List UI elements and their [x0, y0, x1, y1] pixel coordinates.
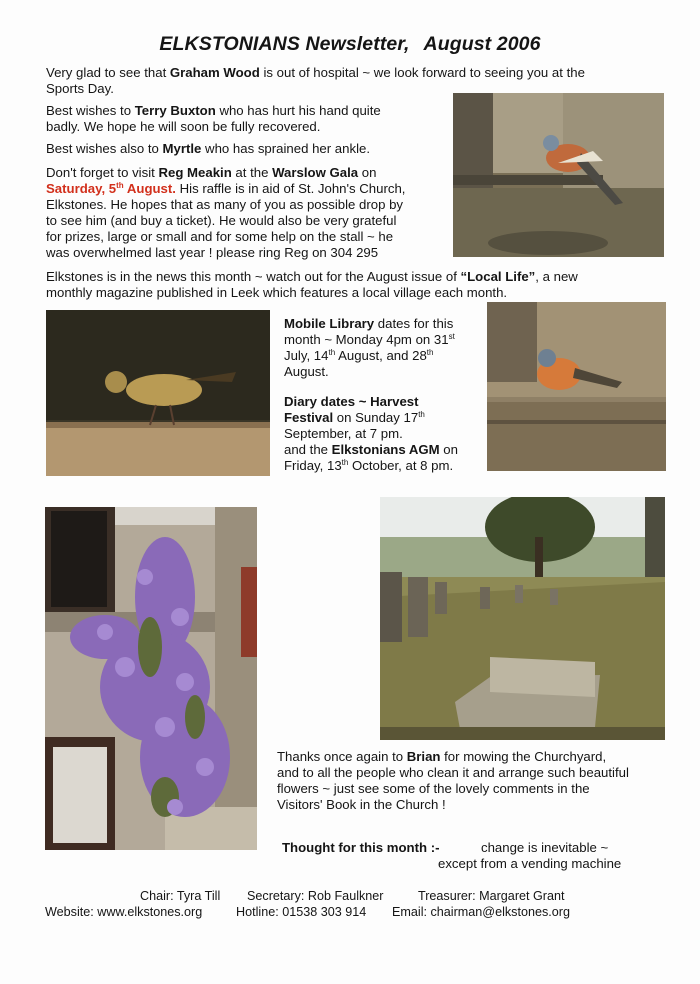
clematis-cottage-photo — [45, 507, 257, 850]
footer-email[interactable]: Email: chairman@elkstones.org — [392, 905, 570, 919]
name-brian: Brian — [406, 749, 441, 764]
churchyard-photo — [380, 497, 665, 740]
thought-line2: except from a vending machine — [438, 856, 622, 871]
thought-line1: change is inevitable ~ — [481, 840, 609, 855]
newsletter-title — [0, 33, 700, 56]
footer-chair: Chair: Tyra Till — [140, 889, 221, 903]
name-terry-buxton: Terry Buxton — [134, 103, 216, 118]
title-text: ELKSTONIANS Newsletter, — [159, 33, 410, 55]
para-thanks-brian: Thanks once again to Brian for mowing the Churchyard, and to all the people who clean it and arrange such beautiful flowers ~ just see some of the lovely comments in the Visitors' Book in the Church ! — [277, 749, 629, 812]
footer-treasurer: Treasurer: Margaret Grant — [418, 889, 565, 903]
greenfinch-photo — [46, 310, 270, 476]
mobile-library: Mobile Library dates for this month ~ Monday 4pm on 31st July, 14th August, and 28th August. — [284, 316, 455, 379]
name-myrtle: Myrtle — [162, 141, 202, 156]
para-terry-buxton: Best wishes to Terry Buxton who has hurt his hand quite badly. We hope he will soon be fully recovered. — [46, 103, 381, 134]
para-graham-wood: Very glad to see that Graham Wood is out of hospital ~ we look forward to seeing you at the Sports Day. — [46, 65, 585, 96]
title-date: August 2006 — [423, 33, 541, 55]
name-graham-wood: Graham Wood — [169, 65, 260, 80]
footer-website[interactable]: Website: www.elkstones.org — [45, 905, 203, 919]
footer-hotline: Hotline: 01538 303 914 — [236, 905, 367, 919]
footer-secretary: Secretary: Rob Faulkner — [247, 889, 384, 903]
library-heading: Mobile Library — [284, 316, 375, 331]
para-reg-meakin: Don't forget to visit Reg Meakin at the Warslow Gala on Saturday, 5th August. His raffle is in aid of St. John's Church, Elkstones. He hopes that as many of you as possible drop by to see him (and buy a ticket). He would also be very grateful for prizes, large or small and for some help on the stall ~ he was overwhelmed last year ! please ring Reg on 304 295 — [46, 165, 406, 260]
para-myrtle: Best wishes also to Myrtle who has sprained her ankle. — [46, 141, 371, 156]
chaffinch-on-wall-photo — [487, 302, 666, 471]
chaffinch-photo — [453, 93, 664, 257]
diary-dates: Diary dates ~ Harvest Festival on Sunday 17th September, at 7 pm. and the Elkstonians AGM on Friday, 13th October, at 8 pm. — [284, 394, 458, 473]
gala-date: Saturday, 5 — [46, 181, 117, 196]
magazine-name: “Local Life” — [460, 269, 536, 284]
thought-label: Thought for this month :- — [282, 840, 440, 855]
para-local-life: Elkstones is in the news this month ~ watch out for the August issue of “Local Life”, a new monthly magazine published in Leek which features a local village each month. — [46, 269, 578, 300]
diary-heading: Diary dates ~ Harvest — [284, 394, 419, 409]
